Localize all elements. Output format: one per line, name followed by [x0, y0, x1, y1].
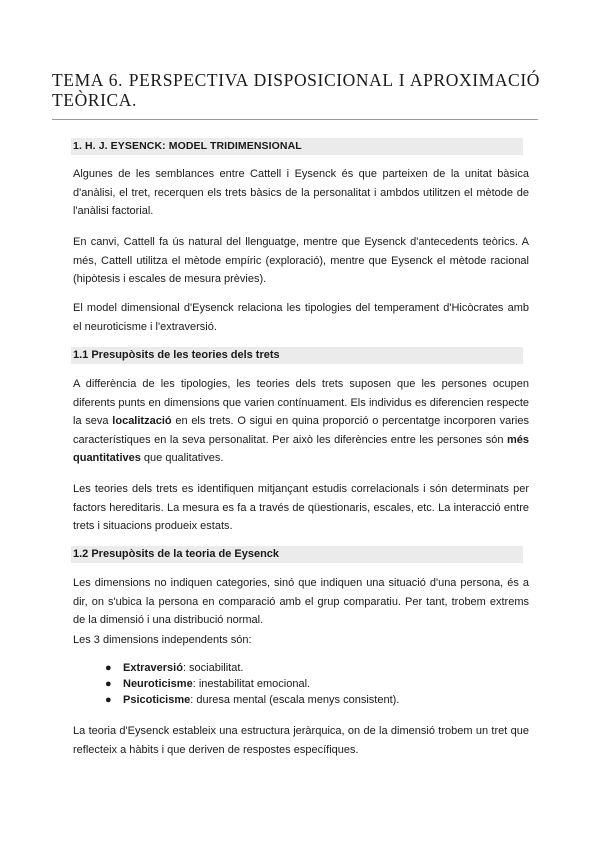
bullet-icon: ●: [105, 694, 112, 706]
document-title: TEMA 6. PERSPECTIVA DISPOSICIONAL I APROXIMACIÓ TEÒRICA.: [52, 70, 540, 110]
list-item-desc: : inestabilitat emocional.: [192, 678, 311, 690]
text-run: A differència de les tipologies, les teories dels trets suposen que les persones ocupen diferents punts en dimensions que varien contínuament. Els individus es diferencien respecte la seva: [73, 378, 529, 427]
list-item: [105, 660, 525, 676]
section-1-2-paragraph-3: La teoria d'Eysenck estableix una estructura jeràrquica, on de la dimensió trobem un tret que reflecteix a hàbits i que deriven de respostes específiques.: [73, 725, 529, 756]
section-1-paragraph-3: El model dimensional d'Eysenck relaciona les tipologies del temperament d'Hicòcrates amb el neuroticisme i l'extraversió.: [73, 302, 529, 333]
text-run: que qualitatives.: [140, 452, 224, 464]
list-item-term: Neuroticisme: [123, 678, 193, 690]
section-1-2-paragraph-2: Les 3 dimensions independents són:: [73, 634, 252, 646]
section-1-1-paragraph-2: Les teories dels trets es identifiquen mitjançant estudis correlacionals i són determinats per factors hereditaris. La mesura es fa a través de qüestionaris, escales, etc. La interacció entre trets i situacions produeix estats.: [73, 483, 529, 532]
section-1-paragraph-2: En canvi, Cattell fa ús natural del llenguatge, mentre que Eysenck d'antecedents teòrics. A més, Cattell utilitza el mètode empíric (exploració), mentre que Eysenck el mètode racional (hipòtesis i escales de mesura prèvies).: [73, 236, 529, 285]
list-item-term: Psicoticisme: [123, 694, 191, 706]
list-item-desc: : sociabilitat.: [182, 662, 244, 674]
list-item-desc: : duresa mental (escala menys consistent).: [190, 694, 400, 706]
dimensions-list: [105, 660, 525, 708]
text-run: en els trets. O sigui en quina proporció o percentatge incorporen varies característiques en la seva personalitat. Per això les diferències entre les persones són: [73, 415, 529, 446]
bullet-icon: ●: [105, 678, 112, 690]
title-divider: [52, 119, 538, 120]
list-item-term: Extraversió: [123, 662, 183, 674]
section-1-2-paragraph-1: Les dimensions no indiquen categories, sinó que indiquen una situació d'una persona, és a dir, on s'ubica la persona en comparació amb el grup comparatiu. Per tant, trobem extrems de la dimensió i una distribució normal.: [73, 577, 529, 626]
section-1-1-paragraph-1: [73, 375, 529, 468]
list-item: [105, 676, 525, 692]
bold-term-mes-quantitatives: més quantitatives: [73, 433, 529, 464]
section-1-2-heading: 1.2 Presupòsits de la teoria de Eysenck: [71, 546, 523, 563]
section-1-heading: 1. H. J. EYSENCK: MODEL TRIDIMENSIONAL: [71, 138, 523, 155]
bold-term-localitzacio: localització: [112, 415, 172, 427]
list-item: [105, 692, 525, 708]
section-1-1-heading: 1.1 Presupòsits de les teories dels trets: [71, 347, 523, 364]
section-1-paragraph-1: Algunes de les semblances entre Cattell i Eysenck és que parteixen de la unitat bàsica d'anàlisi, el tret, recerquen els trets bàsics de la personalitat i ambdos utilitzen el mètode de l'anàlisi factorial.: [73, 168, 529, 217]
bullet-icon: ●: [105, 662, 112, 674]
